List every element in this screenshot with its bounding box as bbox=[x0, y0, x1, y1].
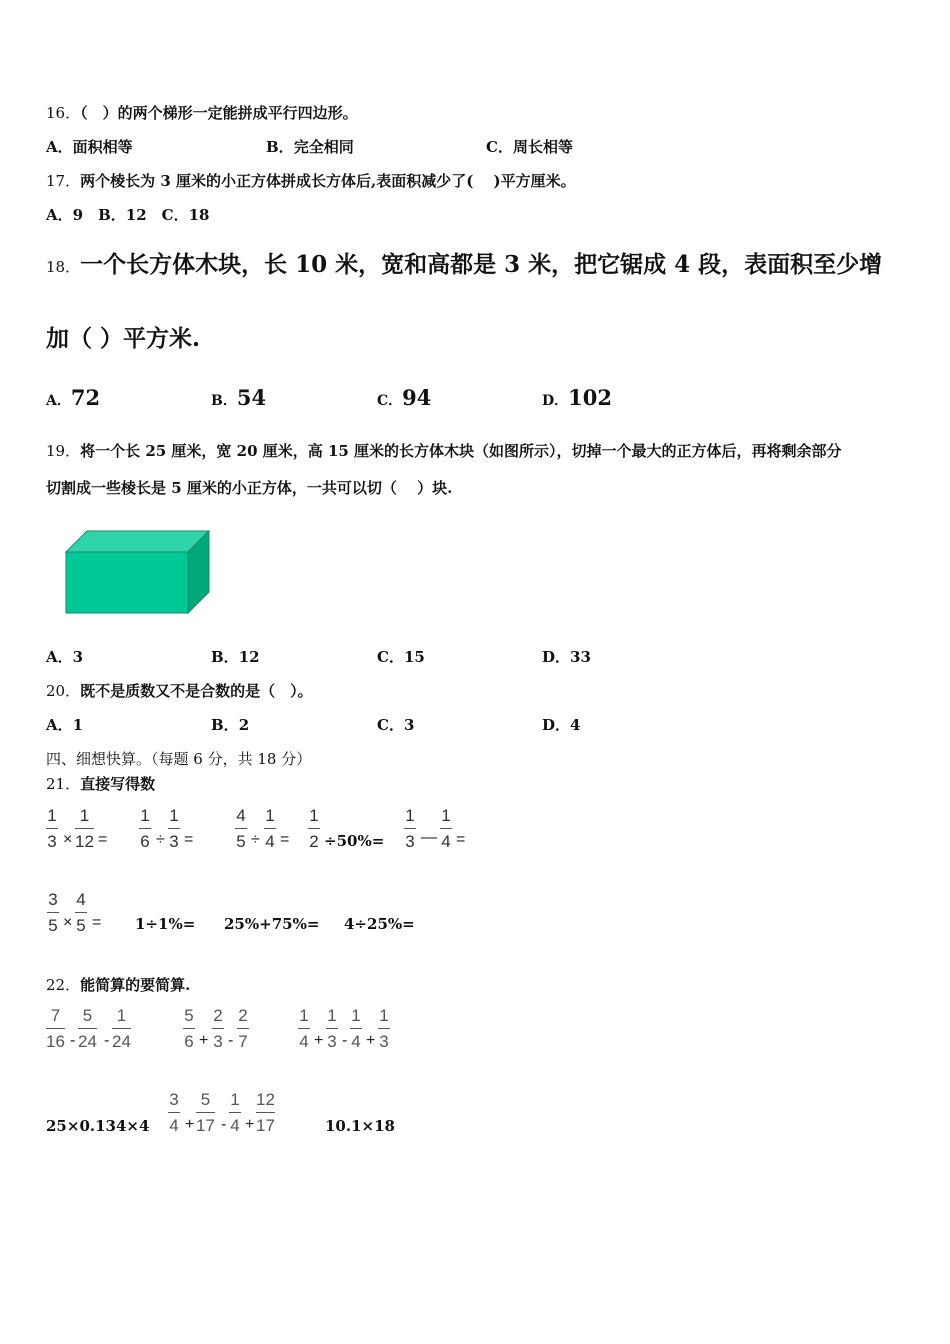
question-18 bbox=[46, 246, 882, 279]
question-text-line1: 将一个长 25 厘米，宽 20 厘米，高 15 厘米的长方体木块（如图所示），切掉一个最大的正方体后，再将剩余部分 bbox=[80, 442, 842, 460]
fraction: 1 3 bbox=[169, 806, 179, 851]
operator: + bbox=[185, 1116, 195, 1133]
equals-sign: = bbox=[456, 831, 466, 848]
equals-sign: = bbox=[280, 831, 290, 848]
fraction: 1 12 bbox=[75, 806, 94, 851]
fraction: 1 3 bbox=[379, 1006, 389, 1051]
equals-sign: = bbox=[92, 914, 102, 931]
cuboid-front-face bbox=[66, 552, 188, 613]
operator: ÷ bbox=[156, 831, 165, 848]
fraction: 1 4 bbox=[441, 806, 451, 851]
expression: 25×0.134×4 bbox=[46, 1117, 150, 1135]
fraction: 1 4 bbox=[230, 1090, 240, 1135]
question-20 bbox=[46, 680, 313, 701]
q20-option-d[interactable]: D．4 bbox=[542, 716, 581, 734]
q18-option-a[interactable]: A．72 bbox=[46, 385, 101, 410]
operator: × bbox=[63, 831, 73, 848]
q19-option-a[interactable]: A．3 bbox=[46, 648, 84, 666]
question-number: 20． bbox=[46, 682, 81, 700]
operator: + bbox=[199, 1032, 209, 1049]
fraction: 5 24 bbox=[78, 1006, 97, 1051]
fraction: 1 3 bbox=[327, 1006, 337, 1051]
equals-sign: = bbox=[98, 831, 108, 848]
q17-options[interactable]: A．9 B．12 C．18 bbox=[46, 206, 210, 224]
fraction: 12 17 bbox=[256, 1090, 275, 1135]
q18-option-c[interactable]: C．94 bbox=[377, 385, 432, 410]
equals-sign: = bbox=[184, 831, 194, 848]
q18-option-d[interactable]: D．102 bbox=[542, 385, 612, 410]
q16-option-b[interactable]: B．完全相同 bbox=[266, 138, 354, 156]
q20-option-c[interactable]: C．3 bbox=[377, 716, 415, 734]
fraction: 1 3 bbox=[405, 806, 415, 851]
fraction: 1 6 bbox=[140, 806, 150, 851]
question-19 bbox=[46, 440, 842, 461]
fraction: 4 5 bbox=[76, 890, 86, 935]
expression-tail: ÷50%= bbox=[324, 832, 385, 850]
question-number: 19． bbox=[46, 442, 81, 460]
question-number: 22． bbox=[46, 976, 81, 994]
fraction: 2 3 bbox=[213, 1006, 223, 1051]
operator: × bbox=[63, 914, 73, 931]
question-number: 21． bbox=[46, 775, 81, 793]
question-17 bbox=[46, 170, 576, 191]
fraction: 5 6 bbox=[184, 1006, 194, 1051]
q20-option-a[interactable]: A．1 bbox=[46, 716, 84, 734]
operator: + bbox=[245, 1116, 255, 1133]
question-19-line2: 切割成一些棱长是 5 厘米的小正方体，一共可以切（ ）块. bbox=[46, 479, 453, 497]
q20-option-b[interactable]: B．2 bbox=[211, 716, 250, 734]
operator: - bbox=[104, 1032, 110, 1049]
expression: 4÷25%= bbox=[344, 915, 415, 933]
fraction: 1 24 bbox=[112, 1006, 131, 1051]
question-text: 能简算的要简算. bbox=[80, 976, 191, 994]
operator: + bbox=[366, 1032, 376, 1049]
question-number: 16． bbox=[46, 104, 81, 122]
operator: + bbox=[314, 1032, 324, 1049]
operator: - bbox=[70, 1032, 76, 1049]
question-16 bbox=[46, 102, 358, 123]
q16-option-c[interactable]: C．周长相等 bbox=[486, 138, 573, 156]
operator: ÷ bbox=[251, 831, 260, 848]
fraction: 4 5 bbox=[236, 806, 246, 851]
fraction: 1 4 bbox=[299, 1006, 309, 1051]
question-text-line1: 一个长方体木块，长 10 米，宽和高都是 3 米，把它锯成 4 段，表面积至少增 bbox=[80, 251, 883, 278]
question-number: 18． bbox=[46, 258, 81, 276]
q19-option-c[interactable]: C．15 bbox=[377, 648, 425, 666]
expression: 1÷1%= bbox=[135, 915, 196, 933]
expression: 25%+75%= bbox=[224, 915, 320, 933]
fraction: 1 4 bbox=[265, 806, 275, 851]
operator: - bbox=[221, 1116, 227, 1133]
cuboid-figure bbox=[60, 525, 220, 620]
fraction: 7 16 bbox=[46, 1006, 65, 1051]
fraction: 1 4 bbox=[351, 1006, 361, 1051]
fraction: 1 3 bbox=[47, 806, 57, 851]
fraction: 3 4 bbox=[169, 1090, 179, 1135]
fraction: 1 2 bbox=[309, 806, 319, 851]
question-22 bbox=[46, 974, 190, 995]
q18-option-b[interactable]: B．54 bbox=[211, 385, 267, 410]
fraction: 2 7 bbox=[238, 1006, 248, 1051]
question-text: （ ）的两个梯形一定能拼成平行四边形。 bbox=[80, 104, 358, 122]
cuboid-top-face bbox=[66, 531, 209, 552]
question-text: 两个棱长为 3 厘米的小正方体拼成长方体后,表面积减少了( )平方厘米。 bbox=[80, 172, 576, 190]
question-text: 直接写得数 bbox=[80, 775, 156, 793]
question-text: 既不是质数又不是合数的是（ ）。 bbox=[80, 682, 313, 700]
fraction: 3 5 bbox=[48, 890, 58, 935]
q16-option-a[interactable]: A．面积相等 bbox=[46, 138, 133, 156]
q19-option-d[interactable]: D．33 bbox=[542, 648, 591, 666]
section-heading: 四、细想快算。（每题 6 分，共 18 分） bbox=[46, 750, 312, 768]
expression: 10.1×18 bbox=[325, 1117, 395, 1135]
fraction: 5 17 bbox=[196, 1090, 215, 1135]
operator: — bbox=[421, 829, 437, 846]
question-18-line2: 加（ ）平方米. bbox=[46, 325, 201, 352]
q19-option-b[interactable]: B．12 bbox=[211, 648, 260, 666]
question-21 bbox=[46, 773, 155, 794]
operator: - bbox=[228, 1032, 234, 1049]
question-number: 17． bbox=[46, 172, 81, 190]
operator: - bbox=[342, 1032, 348, 1049]
